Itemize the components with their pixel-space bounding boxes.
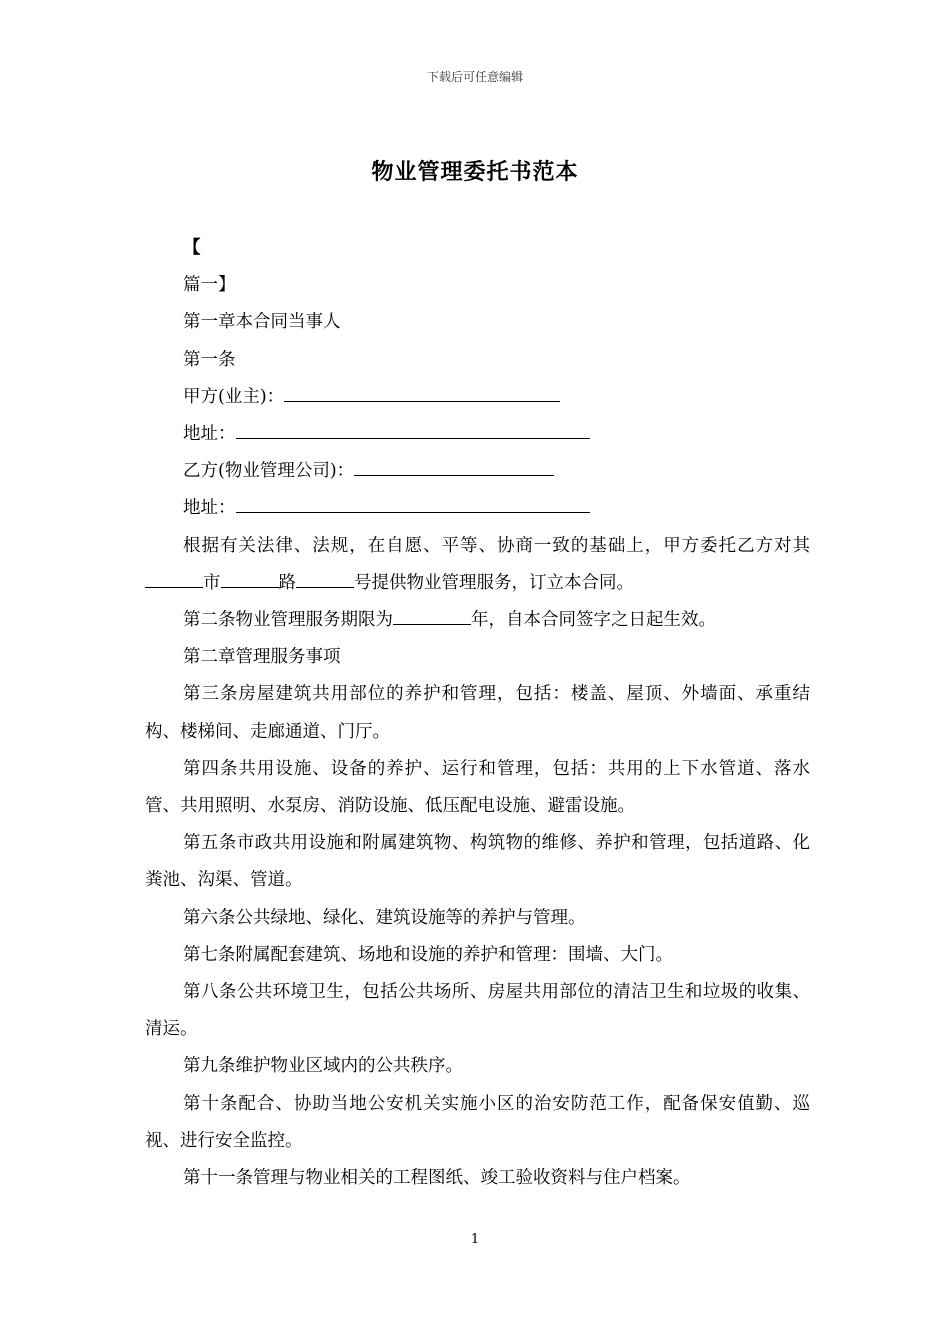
- article-1-heading: 第一条: [183, 349, 236, 370]
- party-b-blank[interactable]: [354, 455, 554, 476]
- article-7: 第七条附属配套建筑、场地和设施的养护和管理：围墙、大门。: [183, 944, 673, 965]
- address-blank-2[interactable]: [236, 492, 590, 513]
- number-blank[interactable]: [296, 567, 354, 588]
- road-blank[interactable]: [221, 567, 279, 588]
- page-number: 1: [470, 1232, 480, 1247]
- address-line-1: [145, 416, 810, 453]
- part-one-heading: 篇一】: [183, 275, 236, 296]
- intro-road: 路: [278, 572, 296, 593]
- article-8: 第八条公共环境卫生，包括公共场所、房屋共用部位的清洁卫生和垃圾的收集、清运。: [145, 982, 810, 1040]
- document-body: [145, 230, 810, 1197]
- address-line-2: [145, 490, 810, 527]
- article-2: [145, 602, 810, 639]
- intro-paragraph: [145, 528, 810, 602]
- bracket-open: 【: [183, 238, 201, 258]
- article-2-text-a: 第二条物业管理服务期限为: [183, 610, 393, 631]
- chapter-2-heading: 第二章管理服务事项: [183, 647, 341, 668]
- party-a-blank[interactable]: [284, 381, 560, 402]
- intro-text: 根据有关法律、法规，在自愿、平等、协商一致的基础上，甲方委托乙方对其: [183, 535, 810, 556]
- page-header: 下载后可任意编辑: [426, 70, 523, 84]
- address-label-2: 地址：: [183, 498, 236, 519]
- party-a-label: 甲方(业主)：: [183, 386, 285, 407]
- article-9: 第九条维护物业区域内的公共秩序。: [183, 1056, 463, 1077]
- party-b-label: 乙方(物业管理公司)：: [183, 461, 355, 482]
- article-6: 第六条公共绿地、绿化、建筑设施等的养护与管理。: [183, 907, 586, 928]
- term-years-blank[interactable]: [393, 604, 471, 625]
- article-10: 第十条配合、协助当地公安机关实施小区的治安防范工作，配备保安值勤、巡视、进行安全监控。: [145, 1093, 810, 1151]
- city-blank[interactable]: [145, 567, 203, 588]
- party-b-line: [145, 453, 810, 490]
- article-11: 第十一条管理与物业相关的工程图纸、竣工验收资料与住户档案。: [183, 1168, 691, 1189]
- party-a-line: [145, 379, 810, 416]
- article-2-text-b: 年，自本合同签字之日起生效。: [471, 610, 716, 631]
- intro-rest: 号提供物业管理服务，订立本合同。: [354, 572, 634, 593]
- article-3: 第三条房屋建筑共用部位的养护和管理，包括：楼盖、屋顶、外墙面、承重结构、楼梯间、走廊通道、门厅。: [145, 684, 810, 742]
- document-title: 物业管理委托书范本: [371, 159, 579, 185]
- intro-city: 市: [203, 572, 221, 593]
- article-5: 第五条市政共用设施和附属建筑物、构筑物的维修、养护和管理，包括道路、化粪池、沟渠、管道。: [145, 833, 810, 891]
- address-blank-1[interactable]: [236, 418, 590, 439]
- address-label-1: 地址：: [183, 424, 236, 445]
- chapter-1-heading: 第一章本合同当事人: [183, 312, 341, 333]
- article-4: 第四条共用设施、设备的养护、运行和管理，包括：共用的上下水管道、落水管、共用照明、水泵房、消防设施、低压配电设施、避雷设施。: [145, 758, 810, 817]
